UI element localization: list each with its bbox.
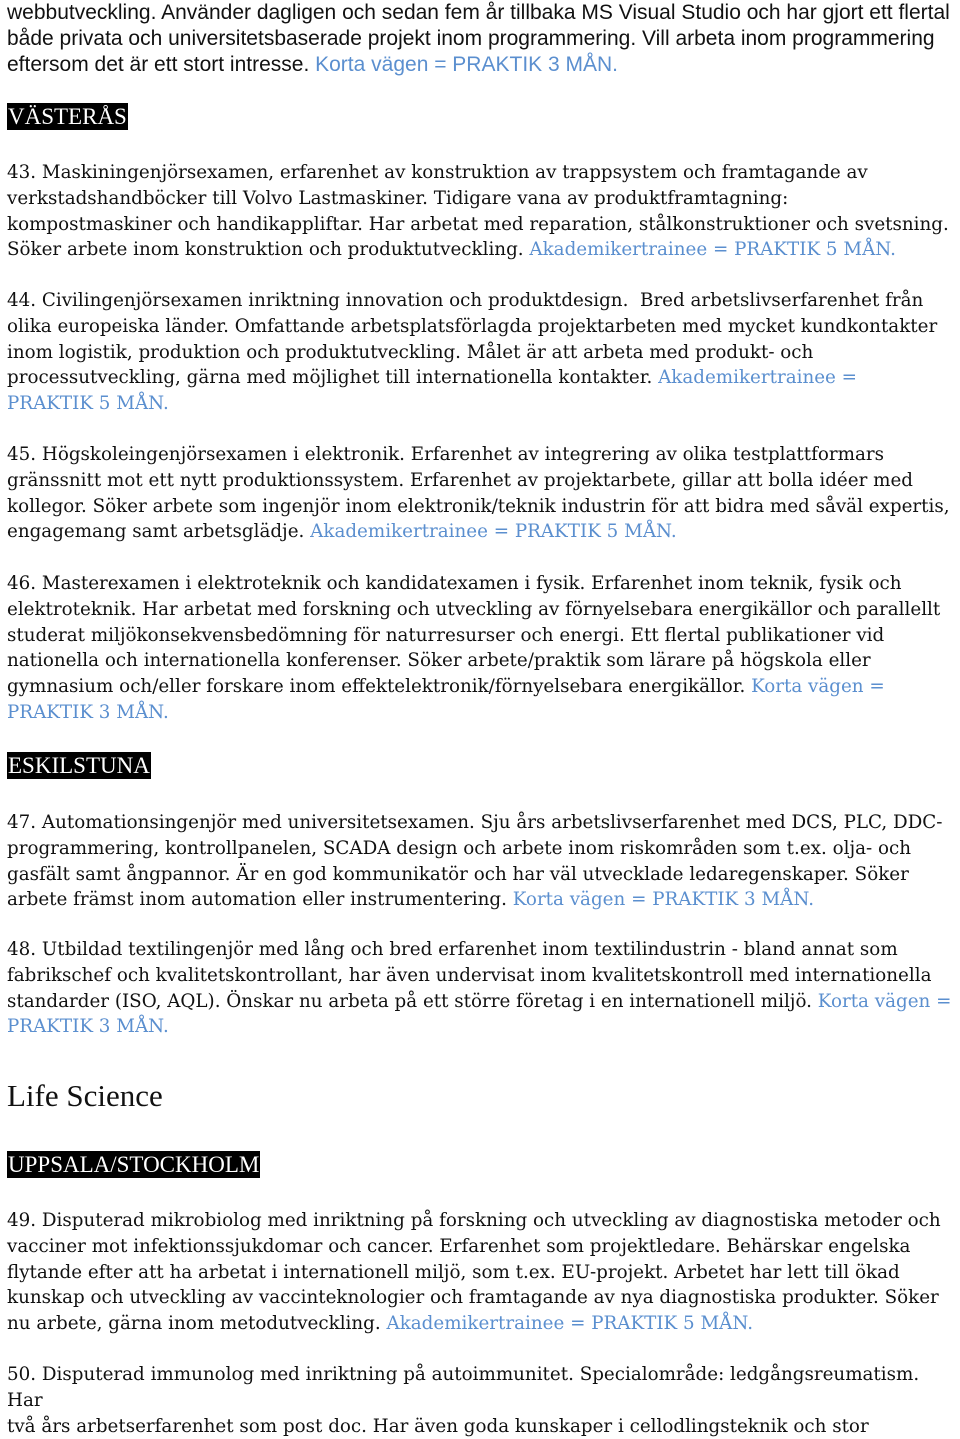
offer-link[interactable]: Korta vägen =: [817, 990, 952, 1012]
listing-line: processutveckling, gärna med möjlighet till internationella kontakter. Akademikertrainee =: [7, 367, 857, 389]
listing-line: 46. Masterexamen i elektroteknik och kandidatexamen i fysik. Erfarenhet inom teknik, fysik och: [7, 573, 902, 594]
offer-link[interactable]: Korta vägen = PRAKTIK 3 MÅN.: [315, 52, 619, 76]
listing-line: 49. Disputerad mikrobiolog med inriktning på forskning och utveckling av diagnostiska metoder och: [7, 1210, 941, 1231]
listing-line: olika europeiska länder. Omfattande arbetsplatsförlagda projektarbeten med mycket kundkontakter: [7, 315, 938, 337]
listing-line: standarder (ISO, AQL). Önskar nu arbeta på ett större företag i en internationell miljö. Korta vägen =: [7, 990, 952, 1012]
listing-line: gränssnitt mot ett nytt produktionssystem. Erfarenhet av projektarbete, gillar att bolla idéer med: [7, 469, 913, 491]
listing-line: nationella och internationella konferenser. Söker arbete/praktik som lärare på högskola eller: [7, 650, 871, 672]
offer-link[interactable]: PRAKTIK 3 MÅN.: [7, 1016, 169, 1038]
listing-line: kompostmaskiner och handikappliftar. Har arbetat med reparation, stålkonstruktioner och svetsning.: [7, 213, 949, 235]
listing-line: 45. Högskoleingenjörsexamen i elektronik. Erfarenhet av integrering av olika testplattformars: [7, 444, 884, 465]
listing-49: [7, 1208, 941, 1337]
listing-line: vacciner mot infektionssjukdomar och cancer. Erfarenhet som projektledare. Behärskar engelska: [7, 1235, 911, 1257]
listing-line: två års arbetserfarenhet som post doc. Har även goda kunskaper i cellodlingsteknik och stor: [7, 1415, 869, 1437]
listing-line: 43. Maskiningenjörsexamen, erfarenhet av konstruktion av trappsystem och framtagande av: [7, 162, 868, 183]
listing-44: [7, 288, 937, 417]
offer-link[interactable]: Akademikertrainee =: [658, 367, 857, 389]
intro-line: eftersom det är ett stort intresse. Korta vägen = PRAKTIK 3 MÅN.: [7, 52, 619, 76]
listing-line: fabrikschef och kvalitetskontrollant, har även undervisat inom kvalitetskontroll med internationella: [7, 964, 932, 986]
listing-line: gasfält samt ångpannor. Är en god kommunikatör och har väl utvecklade ledaregenskaper. Söker: [7, 863, 909, 885]
offer-link[interactable]: Akademikertrainee = PRAKTIK 5 MÅN.: [310, 521, 677, 543]
listing-line: gymnasium och/eller forskare inom effektelektronik/förnyelsebara energikällor. Korta vägen =: [7, 676, 885, 698]
intro-line: både privata och universitetsbaserade projekt inom programmering. Vill arbeta inom programmering: [7, 26, 935, 50]
offer-link[interactable]: PRAKTIK 5 MÅN.: [7, 393, 169, 415]
offer-link[interactable]: Korta vägen =: [751, 676, 885, 698]
offer-link[interactable]: PRAKTIK 3 MÅN.: [7, 701, 169, 723]
intro-paragraph: [7, 0, 950, 77]
city-heading-eskilstuna: ESKILSTUNA: [8, 753, 150, 778]
city-heading-vasteras: VÄSTERÅS: [8, 104, 127, 129]
listing-47: [7, 810, 942, 913]
listing-45: [7, 442, 950, 545]
listing-line: nu arbete, gärna inom metodutveckling. Akademikertrainee = PRAKTIK 5 MÅN.: [7, 1313, 754, 1335]
listing-line: 44. Civilingenjörsexamen inriktning innovation och produktdesign. Bred arbetslivserfarenhet från: [7, 290, 924, 311]
listing-line: 48. Utbildad textilingenjör med lång och bred erfarenhet inom textilindustrin - bland annat som: [7, 939, 898, 960]
listing-46: [7, 571, 940, 726]
listing-line: studerat miljökonsekvensbedömning för naturresurser och energi. Ett flertal publikationer vid: [7, 624, 885, 646]
section-heading-life-science: Life Science: [7, 1078, 163, 1113]
offer-link[interactable]: Akademikertrainee = PRAKTIK 5 MÅN.: [529, 239, 896, 261]
listing-line: verkstadshandböcker till Volvo Lastmaskiner. Tidigare vana av produktframtagning:: [7, 187, 789, 209]
listing-48: [7, 937, 951, 1040]
listing-line: 47. Automationsingenjör med universitetsexamen. Sju års arbetslivserfarenhet med DCS, PLC, DDC-: [7, 812, 943, 833]
listing-line: Söker arbete inom konstruktion och produktutveckling. Akademikertrainee = PRAKTIK 5 MÅN.: [7, 239, 896, 261]
listing-line: inom logistik, produktion och produktutveckling. Målet är att arbeta med produkt- och: [7, 341, 814, 363]
listing-43: [7, 160, 949, 263]
listing-line: elektroteknik. Har arbetat med forskning och utveckling av förnyelsebara energikällor och parallellt: [7, 598, 941, 620]
listing-line: programmering, kontrollpanelen, SCADA design och arbete inom riskområden som t.ex. olja- och: [7, 837, 912, 859]
listing-50: [7, 1362, 957, 1439]
offer-link[interactable]: Akademikertrainee = PRAKTIK 5 MÅN.: [386, 1313, 754, 1335]
listing-line: kunskap och utveckling av vaccinteknologier och framtagande av nya diagnostiska produkter. Söker: [7, 1287, 939, 1309]
listing-line: engagemang samt arbetsglädje. Akademikertrainee = PRAKTIK 5 MÅN.: [7, 521, 677, 543]
intro-line: webbutveckling. Använder dagligen och sedan fem år tillbaka MS Visual Studio och har gjort ett flertal: [7, 1, 950, 24]
listing-line: flytande efter att ha arbetat i internationell miljö, som t.ex. EU-projekt. Arbetet har lett till ökad: [7, 1261, 900, 1283]
listing-line: arbete främst inom automation eller instrumentering. Korta vägen = PRAKTIK 3 MÅN.: [7, 889, 815, 911]
offer-link[interactable]: Korta vägen = PRAKTIK 3 MÅN.: [512, 889, 815, 911]
listing-line: kollegor. Söker arbete som ingenjör inom elektronik/teknik industrin för att bidra med såväl expertis,: [7, 495, 950, 517]
city-heading-uppsala-stockholm: UPPSALA/STOCKHOLM: [8, 1152, 260, 1177]
listing-line: 50. Disputerad immunolog med inriktning på autoimmunitet. Specialområde: ledgångsreumatism. Har: [7, 1364, 925, 1411]
